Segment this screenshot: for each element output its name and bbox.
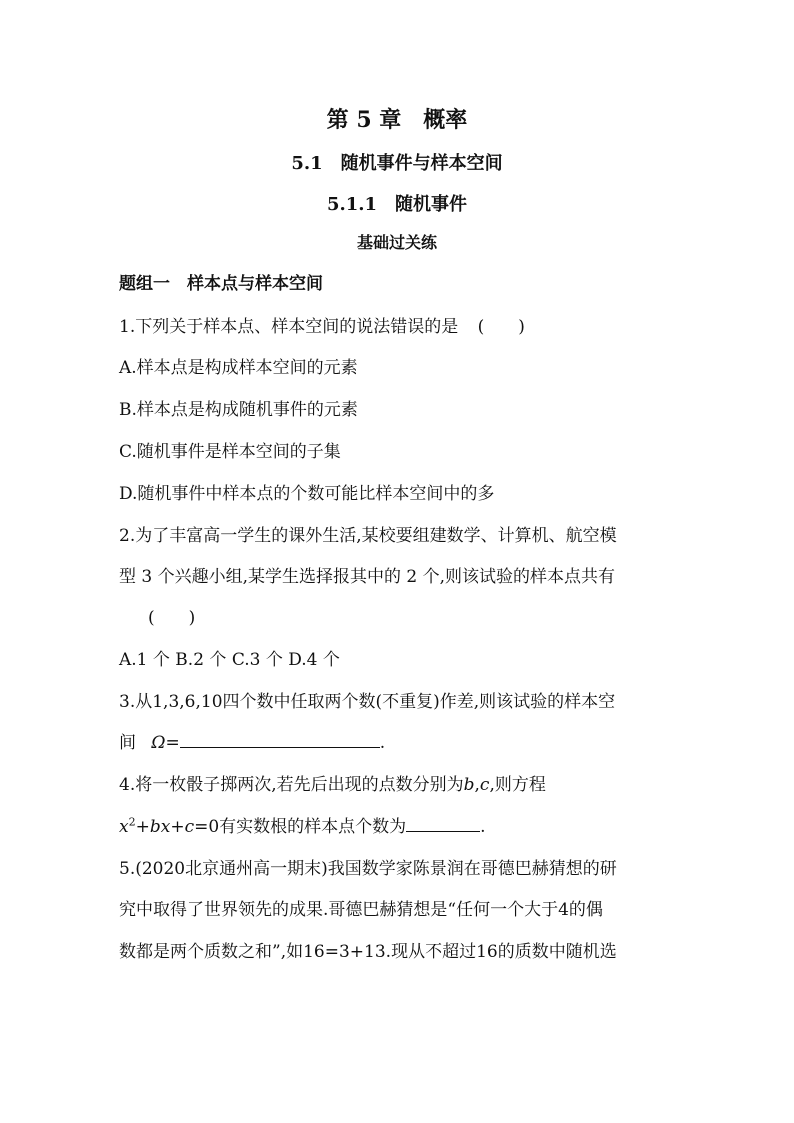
- plus-sign-1: +: [135, 817, 150, 837]
- question-3-omega: Ω=: [151, 733, 180, 753]
- question-1-option-c: C.随机事件是样本空间的子集: [119, 442, 341, 462]
- question-5-line-1: 5.(2020北京通州高一期末)我国数学家陈景润在哥德巴赫猜想的研: [119, 859, 617, 879]
- subsection-title: 5.1.1 随机事件: [326, 194, 468, 215]
- chapter-title: 第 5 章 概率: [326, 107, 468, 133]
- variable-b: b: [463, 775, 475, 795]
- question-5-line-3: 数都是两个质数之和”,如16=3+13.现从不超过16的质数中随机选: [119, 942, 617, 962]
- question-3-prefix: 间: [119, 733, 136, 753]
- question-3-line-1: 3.从1,3,6,10四个数中任取两个数(不重复)作差,则该试验的样本空: [119, 692, 616, 712]
- question-1-text: 1.下列关于样本点、样本空间的说法错误的是: [119, 317, 459, 337]
- question-4-line-2: [119, 815, 486, 839]
- group-heading: 题组一 样本点与样本空间: [119, 274, 323, 294]
- equals-zero: =0: [194, 817, 220, 837]
- question-3-period: .: [379, 733, 386, 753]
- term-bx: bx: [149, 817, 171, 837]
- exponent-2: 2: [128, 815, 136, 829]
- question-3-line-2: [119, 731, 385, 755]
- question-4-text-3: 有实数根的样本点个数为: [219, 817, 407, 837]
- question-1-option-b: B.样本点是构成随机事件的元素: [119, 400, 358, 420]
- question-5-line-2: 究中取得了世界领先的成果.哥德巴赫猜想是“任何一个大于4的偶: [119, 900, 603, 920]
- question-4-line-1: [119, 773, 546, 797]
- question-2-options: A.1 个 B.2 个 C.3 个 D.4 个: [119, 650, 340, 670]
- question-4-text-1: 4.将一枚骰子掷两次,若先后出现的点数分别为: [119, 775, 464, 795]
- question-4-period: .: [480, 817, 486, 837]
- plus-sign-2: +: [170, 817, 185, 837]
- question-2-line-2: 型 3 个兴趣小组,某学生选择报其中的 2 个,则该试验的样本点共有: [119, 567, 616, 587]
- variable-x: x: [119, 817, 129, 837]
- question-1-answer-paren: ( ): [477, 317, 525, 337]
- section-title: 5.1 随机事件与样本空间: [291, 153, 503, 174]
- question-2-answer-paren: ( ): [148, 608, 196, 628]
- question-4-text-2: ,则方程: [489, 775, 546, 795]
- question-1-option-d: D.随机事件中样本点的个数可能比样本空间中的多: [119, 484, 495, 504]
- practice-heading: 基础过关练: [356, 233, 437, 252]
- question-4-comma: ,: [474, 775, 480, 795]
- question-2-line-1: 2.为了丰富高一学生的课外生活,某校要组建数学、计算机、航空模: [119, 526, 617, 546]
- question-1-option-a: A.样本点是构成样本空间的元素: [119, 358, 358, 378]
- question-3-answer-blank: [180, 731, 380, 748]
- question-4-answer-blank: [406, 815, 480, 832]
- variable-c: c: [479, 775, 490, 795]
- question-1-stem: [119, 315, 525, 339]
- term-c: c: [184, 817, 195, 837]
